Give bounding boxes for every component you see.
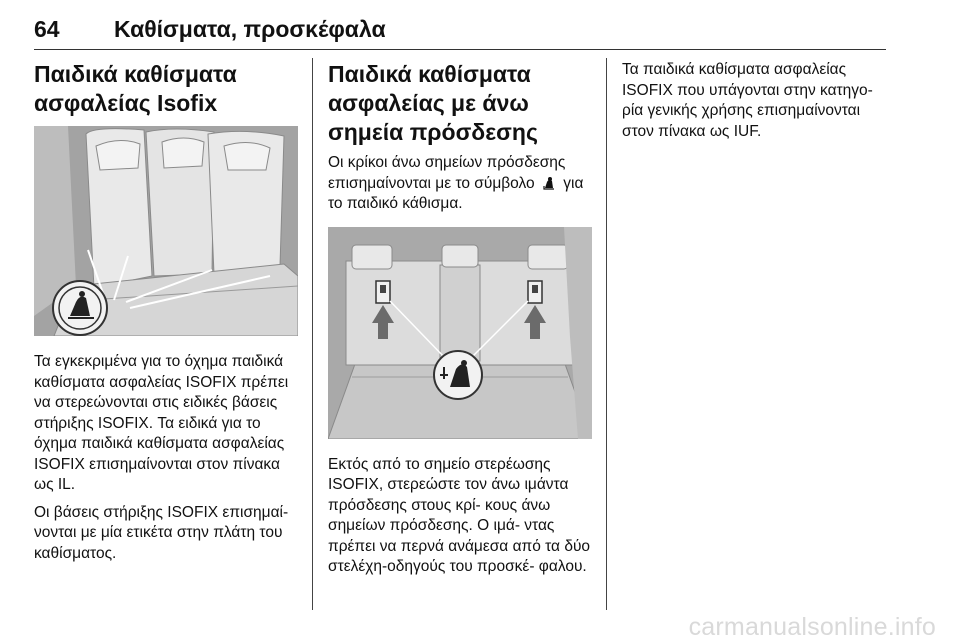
top-tether-illustration (328, 227, 592, 439)
section-heading-top-tether: Παιδικά καθίσματα ασφαλείας με άνω σημεία πρόσδεσης (328, 61, 538, 145)
rear-seat-drawing (34, 126, 298, 336)
top-tether-paragraph: Εκτός από το σημείο στερέωσης ISOFIX, στερεώστε τον άνω ιμάντα πρόσδεσης στους κρί‑ κους άνω σημείων πρόσδεσης. Ο ιμά‑ ντας πρέπει να περνά ανάμεσα από τα δύο στελέχη‑οδηγούς του προσκέ‑ φαλου. (328, 455, 591, 575)
cargo-area-drawing (328, 227, 592, 439)
top-tether-icon (542, 176, 556, 190)
column-iuf (622, 60, 886, 149)
intro-text-before-icon: Οι κρίκοι άνω σημείων πρόσδεσης επισημαίνονται με το σύμβολο (328, 154, 566, 192)
header-rule (34, 49, 886, 50)
column-isofix (34, 60, 298, 571)
isofix-seat-illustration (34, 126, 298, 336)
column-divider (312, 58, 313, 610)
intro-text-after-icon: για το παιδικό κάθισμα. (328, 174, 584, 212)
isofix-paragraph-1: Τα εγκεκριμένα για το όχημα παιδικά καθίσματα ασφαλείας ISOFIX πρέπει να στερεώνονται στις ειδικές βάσεις στήριξης ISOFIX. Τα ειδικά για το όχημα παιδικά καθίσματα ασφαλείας ISOFIX επισημαίνονται στον πίνακα ως IL. (34, 353, 289, 493)
page-number: 64 (34, 16, 60, 42)
footer-watermark: carmanualsonline.info (688, 613, 936, 641)
isofix-paragraph-2: Οι βάσεις στήριξης ISOFIX επισημαί‑ νονται με μία ετικέτα στην πλάτη του καθίσματος. (34, 503, 289, 562)
top-tether-intro (328, 153, 596, 215)
column-divider (606, 58, 607, 610)
column-top-tether (328, 60, 592, 585)
running-title: Καθίσματα, προσκέφαλα (114, 16, 386, 42)
section-heading-isofix: Παιδικά καθίσματα ασφαλείας Isofix (34, 61, 237, 116)
page-header (34, 10, 886, 50)
iuf-paragraph: Τα παιδικά καθίσματα ασφαλείας ISOFIX που υπάγονται στην κατηγο‑ ρία γενικής χρήσης επισημαίνονται στον πίνακα ως IUF. (622, 61, 873, 140)
